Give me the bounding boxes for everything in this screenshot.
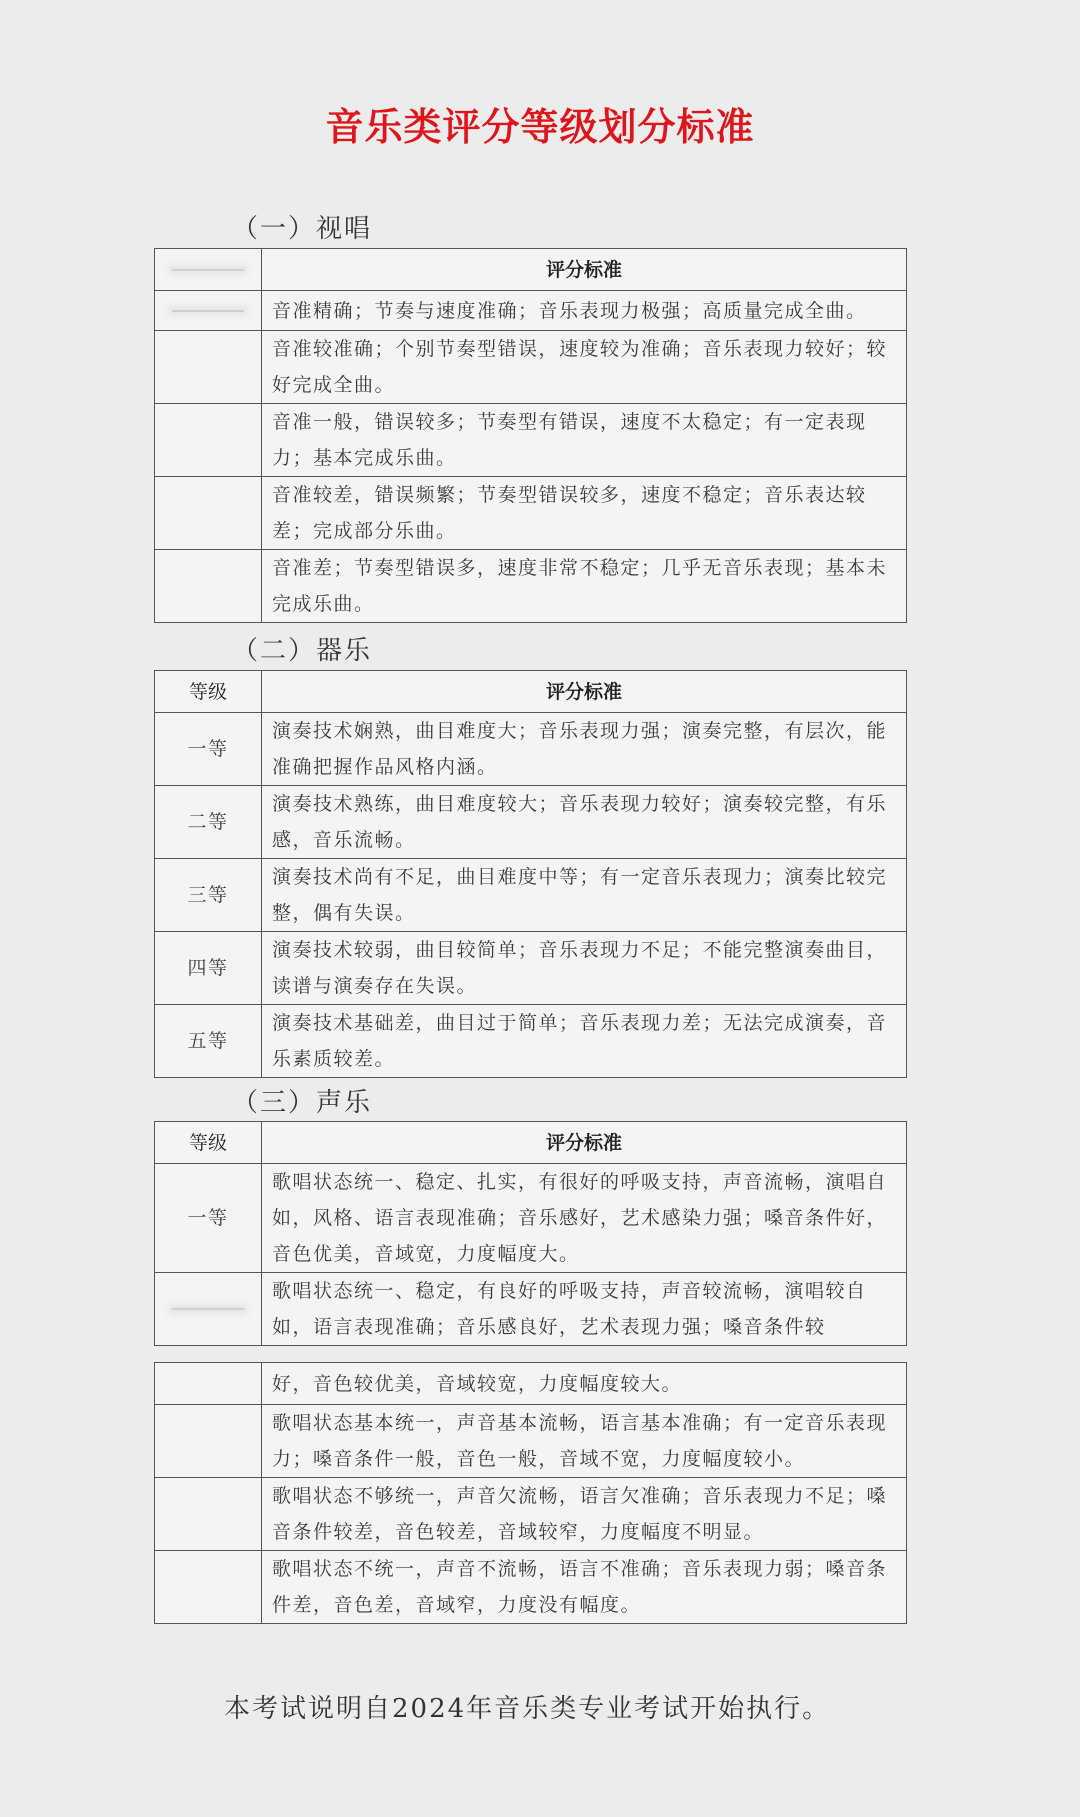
table-row: [155, 932, 907, 1005]
level-cell: [155, 1363, 262, 1405]
vocal-table-continued: [154, 1362, 907, 1624]
level-header: 等级: [155, 671, 262, 713]
blurred-text: [172, 269, 244, 271]
page-title: 音乐类评分等级划分标准: [325, 105, 755, 149]
level-header: [155, 249, 262, 291]
level-cell: [155, 331, 262, 404]
criteria-header: 评分标准: [262, 671, 907, 713]
level-cell: [155, 1405, 262, 1478]
criteria-cell: 歌唱状态不统一，声音不流畅，语言不准确；音乐表现力弱；嗓音条件差，音色差，音域窄，力度没有幅度。: [262, 1551, 907, 1624]
level-cell: [155, 1478, 262, 1551]
criteria-cell: 歌唱状态不够统一，声音欠流畅，语言欠准确；音乐表现力不足；嗓音条件较差，音色较差，音域较窄，力度幅度不明显。: [262, 1478, 907, 1551]
table-row: [155, 713, 907, 786]
table-row: [155, 1551, 907, 1624]
criteria-header: 评分标准: [262, 1122, 907, 1164]
level-cell: 五等: [155, 1005, 262, 1078]
level-cell: [155, 1273, 262, 1346]
level-cell: [155, 404, 262, 477]
criteria-cell: 演奏技术较弱，曲目较简单；音乐表现力不足；不能完整演奏曲目，读谱与演奏存在失误。: [262, 932, 907, 1005]
criteria-cell: 歌唱状态统一、稳定、扎实，有很好的呼吸支持，声音流畅，演唱自如，风格、语言表现准确；音乐感好，艺术感染力强；嗓音条件好，音色优美，音域宽，力度幅度大。: [262, 1164, 907, 1273]
criteria-cell: 歌唱状态基本统一，声音基本流畅，语言基本准确；有一定音乐表现力；嗓音条件一般，音色一般，音域不宽，力度幅度较小。: [262, 1405, 907, 1478]
table-row: [155, 859, 907, 932]
level-header: 等级: [155, 1122, 262, 1164]
table-row: [155, 1005, 907, 1078]
table-row: [155, 477, 907, 550]
table-header-row: [155, 1122, 907, 1164]
level-cell: 一等: [155, 713, 262, 786]
table-row: [155, 1164, 907, 1273]
table-row: [155, 550, 907, 623]
criteria-cell: 音准差；节奏型错误多，速度非常不稳定；几乎无音乐表现；基本未完成乐曲。: [262, 550, 907, 623]
table-row: [155, 1405, 907, 1478]
table-header-row: [155, 249, 907, 291]
section-heading-sight-singing: （一）视唱: [232, 214, 373, 244]
table-row: [155, 1363, 907, 1405]
criteria-cell: 演奏技术尚有不足，曲目难度中等；有一定音乐表现力；演奏比较完整，偶有失误。: [262, 859, 907, 932]
criteria-cell: 音准精确；节奏与速度准确；音乐表现力极强；高质量完成全曲。: [262, 291, 907, 331]
criteria-cell: 好，音色较优美，音域较宽，力度幅度较大。: [262, 1363, 907, 1405]
table-row: [155, 404, 907, 477]
level-cell: 四等: [155, 932, 262, 1005]
table-row: [155, 1478, 907, 1551]
level-cell: [155, 291, 262, 331]
level-cell: 三等: [155, 859, 262, 932]
table-header-row: [155, 671, 907, 713]
blurred-text: [172, 1308, 244, 1310]
criteria-cell: 演奏技术基础差，曲目过于简单；音乐表现力差；无法完成演奏，音乐素质较差。: [262, 1005, 907, 1078]
vocal-table: [154, 1121, 907, 1346]
criteria-cell: 音准一般，错误较多；节奏型有错误，速度不太稳定；有一定表现力；基本完成乐曲。: [262, 404, 907, 477]
table-row: [155, 291, 907, 331]
level-cell: 二等: [155, 786, 262, 859]
section-heading-vocal: （三）声乐: [232, 1088, 373, 1118]
criteria-cell: 演奏技术熟练，曲目难度较大；音乐表现力较好；演奏较完整，有乐感，音乐流畅。: [262, 786, 907, 859]
criteria-cell: 音准较准确；个别节奏型错误，速度较为准确；音乐表现力较好；较好完成全曲。: [262, 331, 907, 404]
table-row: [155, 1273, 907, 1346]
criteria-header: 评分标准: [262, 249, 907, 291]
criteria-cell: 歌唱状态统一、稳定，有良好的呼吸支持，声音较流畅，演唱较自如，语言表现准确；音乐感良好，艺术表现力强；嗓音条件较: [262, 1273, 907, 1346]
footer-note: 本考试说明自2024年音乐类专业考试开始执行。: [224, 1694, 831, 1724]
level-cell: 一等: [155, 1164, 262, 1273]
criteria-cell: 音准较差，错误频繁；节奏型错误较多，速度不稳定；音乐表达较差；完成部分乐曲。: [262, 477, 907, 550]
criteria-cell: 演奏技术娴熟，曲目难度大；音乐表现力强；演奏完整，有层次，能准确把握作品风格内涵。: [262, 713, 907, 786]
table-row: [155, 786, 907, 859]
level-cell: [155, 550, 262, 623]
blurred-text: [172, 310, 244, 312]
section-heading-instrumental: （二）器乐: [232, 636, 373, 666]
level-cell: [155, 477, 262, 550]
level-cell: [155, 1551, 262, 1624]
sight-singing-table: [154, 248, 907, 623]
table-row: [155, 331, 907, 404]
instrumental-table: [154, 670, 907, 1078]
